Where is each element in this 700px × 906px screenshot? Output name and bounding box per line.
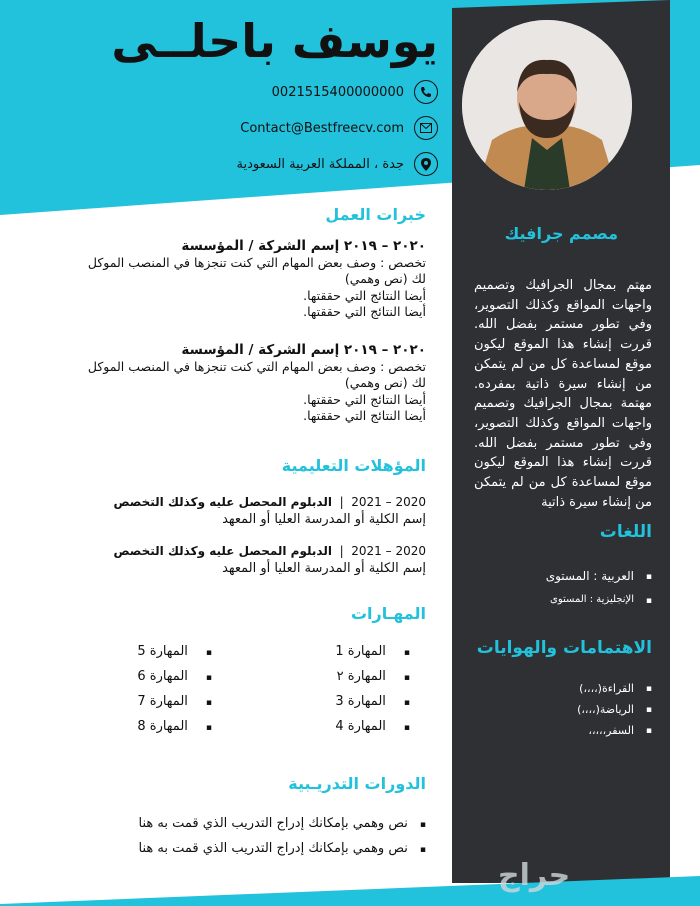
job-title: مصمم جرافيك	[504, 224, 618, 243]
about-text: مهتم بمجال الجرافيك وتصميم واجهات المواقع وكذلك التصوير، وفي تطور مستمر بفضل الله. قررت إنشاء هذا الموقع ليكون موقع لمساعدة كل من لم يتمكن من إنشاء سيرة ذاتية بمفرده. مهتمة بمجال الجرافيك وتصميم واجهات المواقع وكذلك التصوير، وفي تطور مستمر بفضل الله. قررت إنشاء هذا الموقع ليكون موقع لمساعدة كل من لم يتمكن من إنشاء سيرة ذاتية	[474, 278, 652, 510]
job-entry	[70, 238, 426, 321]
course-item: ▪ نص وهمي بإمكانك إدراج التدريب الذي قمت به هنا	[138, 841, 426, 856]
experience-title: خبرات العمل	[325, 205, 426, 224]
language-item: ▪ العربية : المستوى	[546, 564, 634, 588]
email-row	[240, 116, 438, 140]
job-result: أيضا النتائج التي حققتها.	[303, 391, 426, 407]
education-school: إسم الكلية أو المدرسة العليا أو المعهد	[222, 561, 426, 576]
phone-row	[272, 80, 438, 104]
interests-list	[577, 678, 634, 741]
education-entry: 2020 – 2021 | الدبلوم المحصل عليه وكذلك التخصص إسم الكلية أو المدرسة العليا أو المعهد	[113, 544, 426, 576]
email-address: Contact@Bestfreecv.com	[240, 120, 404, 136]
skill-item: ▪ المهارة 4	[335, 719, 410, 734]
courses-title: الدورات التدريـبية	[288, 774, 426, 793]
skill-item: ▪ المهارة 7	[137, 694, 212, 709]
job-description: تخصص : وصف بعض المهام التي كنت تنجزها في المنصب الموكل لك (نص وهمي)	[87, 254, 426, 286]
course-item: ▪ نص وهمي بإمكانك إدراج التدريب الذي قمت به هنا	[138, 816, 426, 831]
skill-item: ▪ المهارة 5	[137, 644, 212, 659]
education-years: 2020 – 2021	[351, 544, 426, 558]
watermark-logo: حراج	[498, 858, 571, 893]
interests-title: الاهتمامات والهوايات	[476, 638, 652, 658]
profile-photo	[462, 20, 632, 190]
job-description: تخصص : وصف بعض المهام التي كنت تنجزها في المنصب الموكل لك (نص وهمي)	[87, 358, 426, 390]
languages-title: اللغات	[599, 522, 652, 542]
interest-item: ▪ الرياضة(،،،،)	[577, 699, 634, 720]
skill-item: ▪ المهارة 1	[335, 644, 410, 659]
candidate-name: يوسف باحلــى	[111, 14, 438, 68]
mail-icon	[414, 116, 438, 140]
skill-item: ▪ المهارة ٢	[337, 669, 410, 684]
education-years: 2020 – 2021	[351, 495, 426, 509]
languages-list	[546, 564, 634, 612]
job-result: أيضا النتائج التي حققتها.	[303, 304, 426, 319]
job-heading: ٢٠٢٠ – ٢٠١٩ إسم الشركة / المؤسسة	[181, 342, 426, 358]
job-heading: ٢٠٢٠ – ٢٠١٩ إسم الشركة / المؤسسة	[181, 238, 426, 254]
education-degree: الدبلوم المحصل عليه وكذلك التخصص	[113, 495, 332, 509]
location-text: جدة ، المملكة العربية السعودية	[236, 156, 404, 172]
education-degree: الدبلوم المحصل عليه وكذلك التخصص	[113, 544, 332, 558]
skill-item: ▪ المهارة 3	[335, 694, 410, 709]
education-title: المؤهلات التعليمية	[281, 456, 426, 475]
location-row	[236, 152, 438, 176]
education-entry: 2020 – 2021 | الدبلوم المحصل عليه وكذلك التخصص إسم الكلية أو المدرسة العليا أو المعهد	[113, 495, 426, 527]
location-pin-icon	[414, 152, 438, 176]
job-result: أيضا النتائج التي حققتها.	[303, 287, 426, 303]
skill-item: ▪ المهارة 8	[137, 719, 212, 734]
phone-icon	[414, 80, 438, 104]
education-school: إسم الكلية أو المدرسة العليا أو المعهد	[222, 512, 426, 527]
interest-item: ▪ السفر،،،،،	[577, 720, 634, 741]
interest-item: ▪ القراءة(،،،،)	[577, 678, 634, 699]
phone-number: 0021515400000000	[271, 84, 404, 100]
job-entry	[70, 342, 426, 425]
skills-title: المهـارات	[350, 604, 426, 623]
language-item: ▪ الإنجليزية : المستوى	[546, 588, 634, 612]
job-result: أيضا النتائج التي حققتها.	[303, 408, 426, 423]
skill-item: ▪ المهارة 6	[137, 669, 212, 684]
